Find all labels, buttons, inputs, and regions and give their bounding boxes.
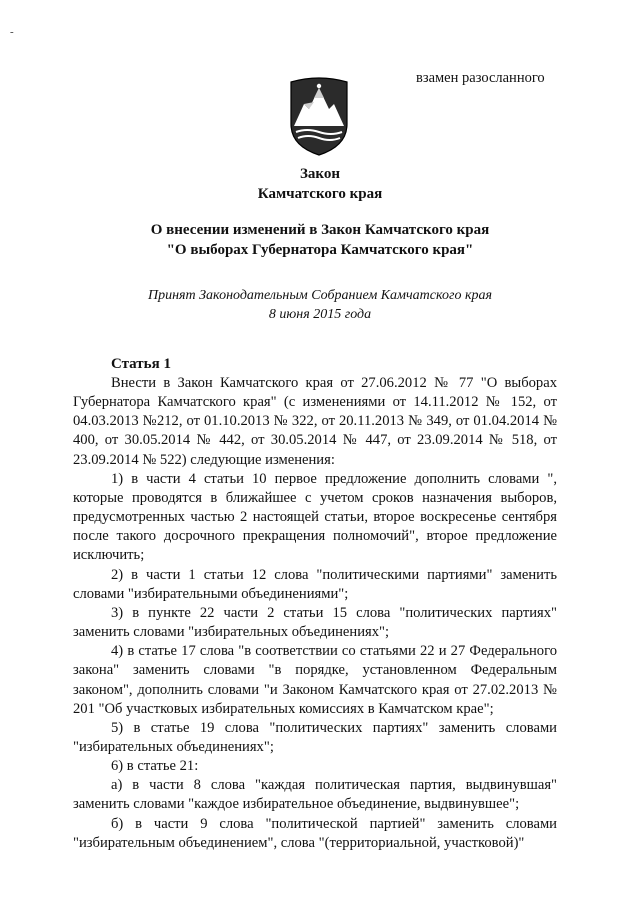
margin-mark: - bbox=[10, 26, 14, 38]
adoption-note bbox=[0, 286, 640, 324]
law-subtitle bbox=[0, 220, 640, 260]
article-paragraph: а) в части 8 слова "каждая политическая партия, выдвинувшая" заменить словами "каждое избирательное объединение, выдвинувшее"; bbox=[73, 777, 557, 813]
adoption-note-line1: Принят Законодательным Собранием Камчатского края bbox=[147, 288, 493, 303]
law-title-line2: Камчатского края bbox=[257, 186, 383, 202]
adoption-date: 8 июня 2015 года bbox=[268, 307, 372, 322]
article-paragraph: 4) в статье 17 слова "в соответствии со статьями 22 и 27 Федерального закона" заменить словами "в порядке, установленном Федеральным законом", дополнить словами "и Законом Камчатского края от 27.02.2013 № 201 "Об участковых избирательных комиссиях в Камчатском крае"; bbox=[73, 643, 557, 717]
law-subtitle-line1: О внесении изменений в Закон Камчатского края bbox=[150, 222, 490, 238]
law-title-line1: Закон bbox=[299, 166, 340, 182]
article-paragraph: 5) в статье 19 слова "политических партиях" заменить словами "избирательных объединениях"; bbox=[73, 719, 557, 755]
article-paragraph: Внести в Закон Камчатского края от 27.06.2012 № 77 "О выборах Губернатора Камчатского края" (с изменениями от 14.11.2012 № 152, от 04.03.2013 №212, от 01.10.2013 № 322, от 20.11.2013 № 349, от 01.04.2014 № 400, от 30.05.2014 № 442, от 30.05.2014 № 447, от 23.09.2014 № 518, от 23.09.2014 № 522) следующие изменения: bbox=[73, 375, 557, 468]
article-paragraph: 2) в части 1 статьи 12 слова "политическими партиями" заменить словами "избирательными объединениями"; bbox=[73, 566, 557, 602]
law-title bbox=[0, 164, 640, 204]
kamchatka-coat-of-arms-icon bbox=[288, 76, 350, 156]
article-heading: Статья 1 bbox=[111, 356, 171, 372]
article-paragraph: 3) в пункте 22 части 2 статьи 15 слова "политических партиях" заменить словами "избирательных объединениях"; bbox=[73, 604, 557, 641]
article-body bbox=[73, 374, 557, 853]
article-paragraph: б) в части 9 слова "политической партией" заменить словами "избирательным объединением", слова "(территориальной, участковой)" bbox=[73, 815, 557, 851]
article-paragraph: 1) в части 4 статьи 10 первое предложение дополнить словами ", которые проводятся в ближайшее с учетом сроков назначения выборов, предусмотренных частью 2 настоящей статьи, второе воскресенье сентября после такого досрочного прекращения полномочий", второе предложение исключить; bbox=[73, 470, 557, 564]
law-subtitle-line2: "О выборах Губернатора Камчатского края" bbox=[166, 242, 474, 258]
replacement-stamp: взамен разосланного bbox=[416, 70, 545, 86]
article-paragraph: 6) в статье 21: bbox=[111, 758, 199, 775]
